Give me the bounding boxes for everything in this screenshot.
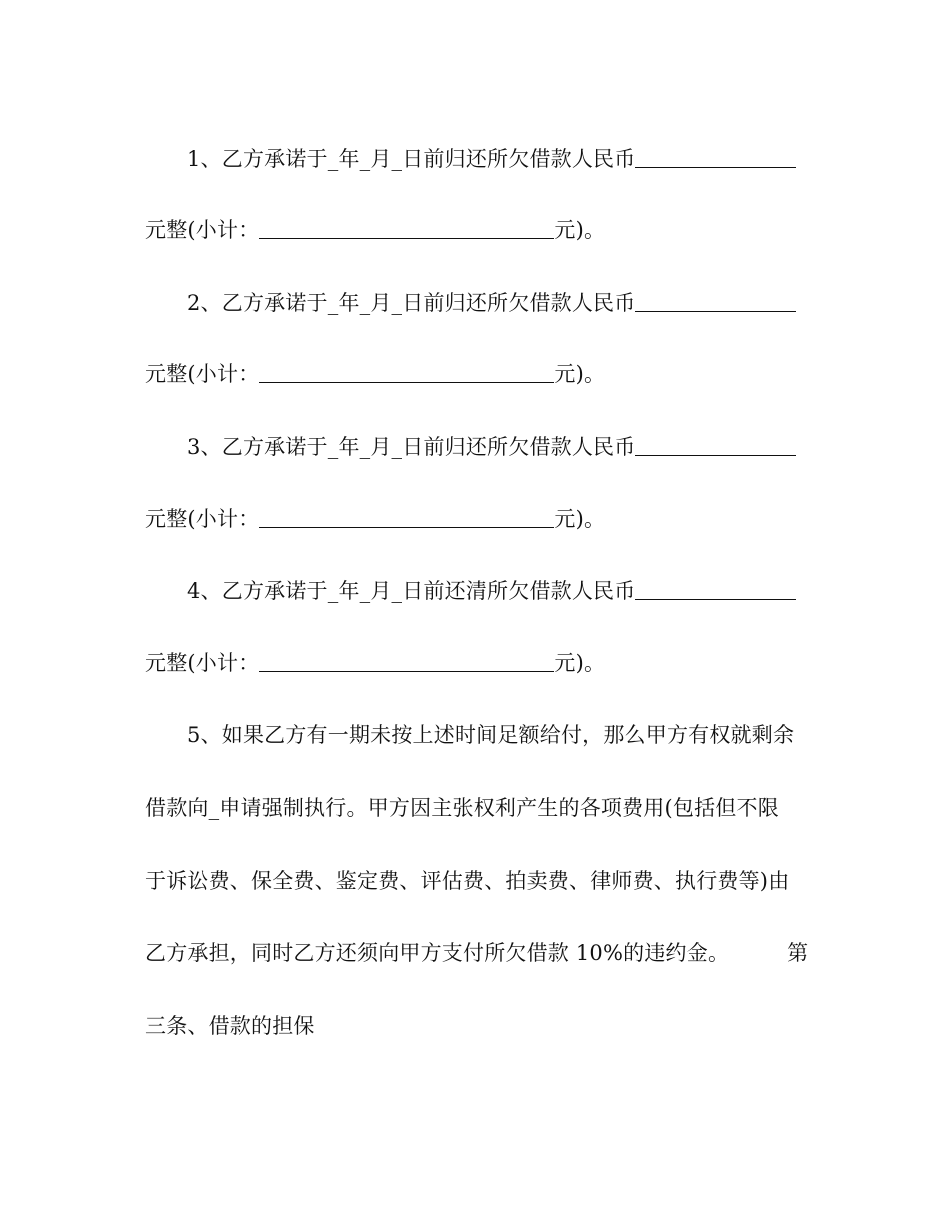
clause-5-line-1: 5、如果乙方有一期未按上述时间足额给付，那么甲方有权就剩余: [187, 723, 795, 747]
clause-4-text: 4、乙方承诺于_年_月_日前还清所欠借款人民币: [187, 579, 636, 603]
clause-2-subtotal-suffix: 元)。: [554, 362, 606, 386]
clause-2-subtotal-prefix: 元整(小计：: [145, 362, 260, 386]
clause-2-subtotal-line: [145, 359, 815, 389]
clause-5-line-3: 于诉讼费、保全费、鉴定费、评估费、拍卖费、律师费、执行费等)由: [145, 869, 790, 893]
clause-3-subtotal-prefix: 元整(小计：: [145, 507, 260, 531]
clause-1-text: 1、乙方承诺于_年_月_日前归还所欠借款人民币: [187, 147, 636, 171]
clause-3-text: 3、乙方承诺于_年_月_日前归还所欠借款人民币: [187, 435, 636, 459]
clause-1-line: [187, 144, 815, 174]
clause-1-subtotal-suffix: 元)。: [554, 218, 606, 242]
clause-4-subtotal-suffix: 元)。: [554, 651, 606, 675]
clause-5-line-2: 借款向_申请强制执行。甲方因主张权利产生的各项费用(包括但不限: [145, 796, 779, 820]
clause-4-line: [187, 576, 815, 606]
clause-5-line-4: [145, 938, 815, 968]
clause-2-amount-blank[interactable]: [635, 291, 796, 312]
clause-4-subtotal-blank[interactable]: [259, 651, 554, 672]
clause-2-line: [187, 288, 815, 318]
clause-4-subtotal-prefix: 元整(小计：: [145, 651, 260, 675]
clause-2-subtotal-blank[interactable]: [259, 362, 554, 383]
clause-1-amount-blank[interactable]: [635, 147, 796, 168]
clause-1-subtotal-prefix: 元整(小计：: [145, 218, 260, 242]
clause-5-line-4-text: 乙方承担，同时乙方还须向甲方支付所欠借款 10%的违约金。: [145, 941, 730, 965]
clause-3-subtotal-blank[interactable]: [259, 507, 554, 528]
clause-3-line: [187, 432, 815, 462]
section-title: 三条、借款的担保: [145, 1014, 315, 1038]
clause-3-subtotal-line: [145, 504, 815, 534]
clause-4-amount-blank[interactable]: [635, 579, 796, 600]
clause-3-subtotal-suffix: 元)。: [554, 507, 606, 531]
clause-1-subtotal-blank[interactable]: [259, 218, 554, 239]
section-number-prefix: 第: [787, 941, 809, 965]
clause-3-amount-blank[interactable]: [635, 435, 796, 456]
clause-1-subtotal-line: [145, 215, 815, 245]
clause-2-text: 2、乙方承诺于_年_月_日前归还所欠借款人民币: [187, 291, 636, 315]
clause-4-subtotal-line: [145, 648, 815, 678]
